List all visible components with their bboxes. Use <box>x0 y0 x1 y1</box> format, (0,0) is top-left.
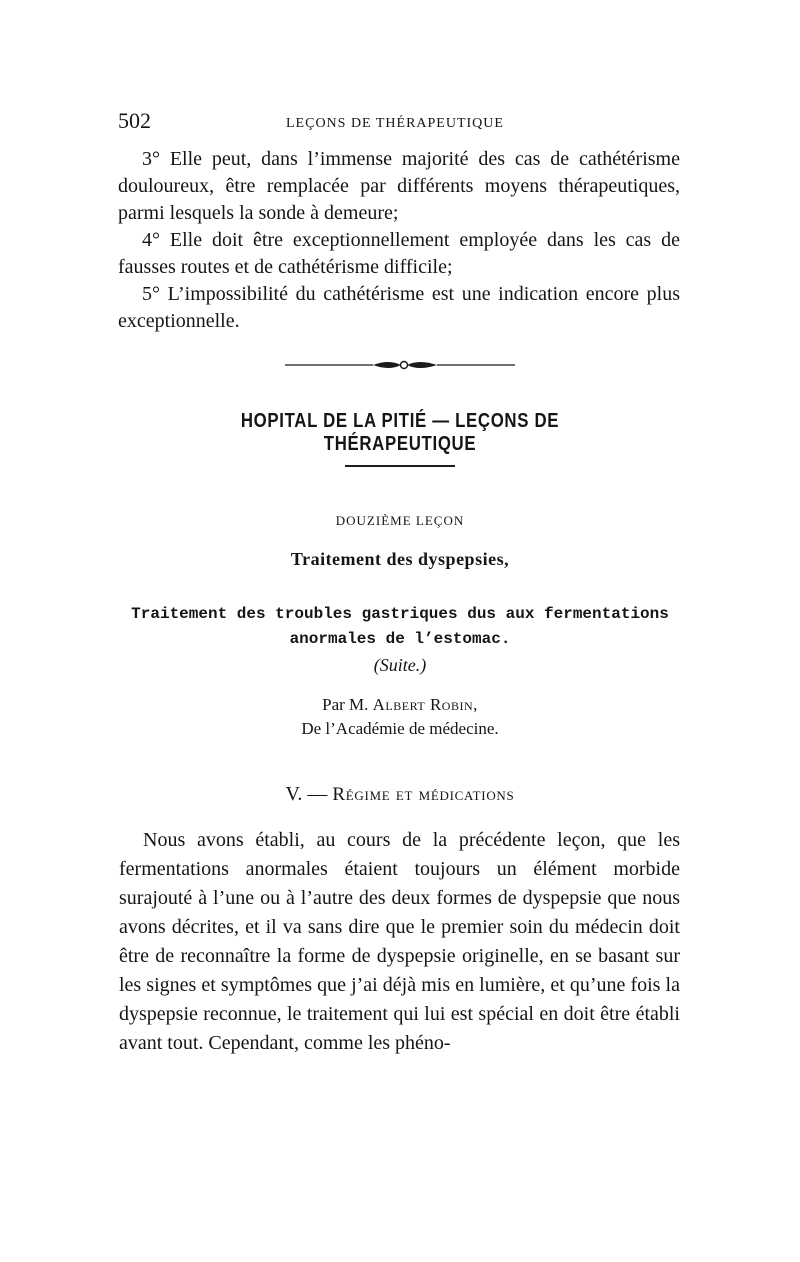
author-prefix: Par M. <box>322 695 369 714</box>
section-heading-title: Régime et médications <box>332 784 515 805</box>
lecture-title: Traitement des dyspepsies, <box>290 549 510 569</box>
title-rule <box>345 465 455 467</box>
continued-label: (Suite.) <box>373 655 427 675</box>
running-title: LEÇONS DE THÉRAPEUTIQUE <box>286 116 504 131</box>
page-header <box>118 108 678 138</box>
lecture-label: DOUZIÈME LEÇON <box>335 513 465 528</box>
numbered-point: 5° L’impossibilité du cathétérisme est une indication encore plus exceptionnelle. <box>118 283 680 332</box>
section-heading <box>120 783 680 806</box>
author-block <box>120 693 680 741</box>
section-number: V. — <box>285 783 328 805</box>
body-text <box>119 826 680 1058</box>
author-affiliation: De l’Académie de médecine. <box>301 719 499 738</box>
subtitle-line: Traitement des troubles gastriques dus aux fermentations <box>131 605 669 623</box>
numbered-point: 4° Elle doit être exceptionnellement employée dans les cas de fausses routes et de cathétérisme difficile; <box>118 229 680 278</box>
lecture-subtitle <box>120 602 680 652</box>
previous-lesson-conclusion <box>118 146 680 335</box>
subtitle-line: anormales de l’estomac. <box>289 630 511 648</box>
numbered-point: 3° Elle peut, dans l’immense majorité des cas de cathétérisme douloureux, être remplacée par différents moyens thérapeutiques, parmi lesquels la sonde à demeure; <box>118 148 680 224</box>
author-name: Albert Robin, <box>372 695 478 714</box>
page-number: 502 <box>118 108 151 133</box>
section-title: HOPITAL DE LA PITIÉ — LEÇONS DE THÉRAPEUTIQUE <box>240 410 560 455</box>
body-paragraph: Nous avons établi, au cours de la précédente leçon, que les fermentations anormales étaient toujours un élément morbide surajouté à l’une ou à l’autre des deux formes de dyspepsie que nous avons décrites, et il va sans dire que le premier soin du médecin doit être de reconnaître la forme de dyspepsie originelle, en se basant sur les signes et symptômes que j’ai déjà mis en lumière, et qu’une fois la dyspepsie reconnue, le traitement qui lui est spécial en doit être établi avant tout. Cependant, comme les phéno- <box>119 829 680 1054</box>
author-line <box>120 693 680 717</box>
decorative-ornament-divider <box>285 357 515 373</box>
